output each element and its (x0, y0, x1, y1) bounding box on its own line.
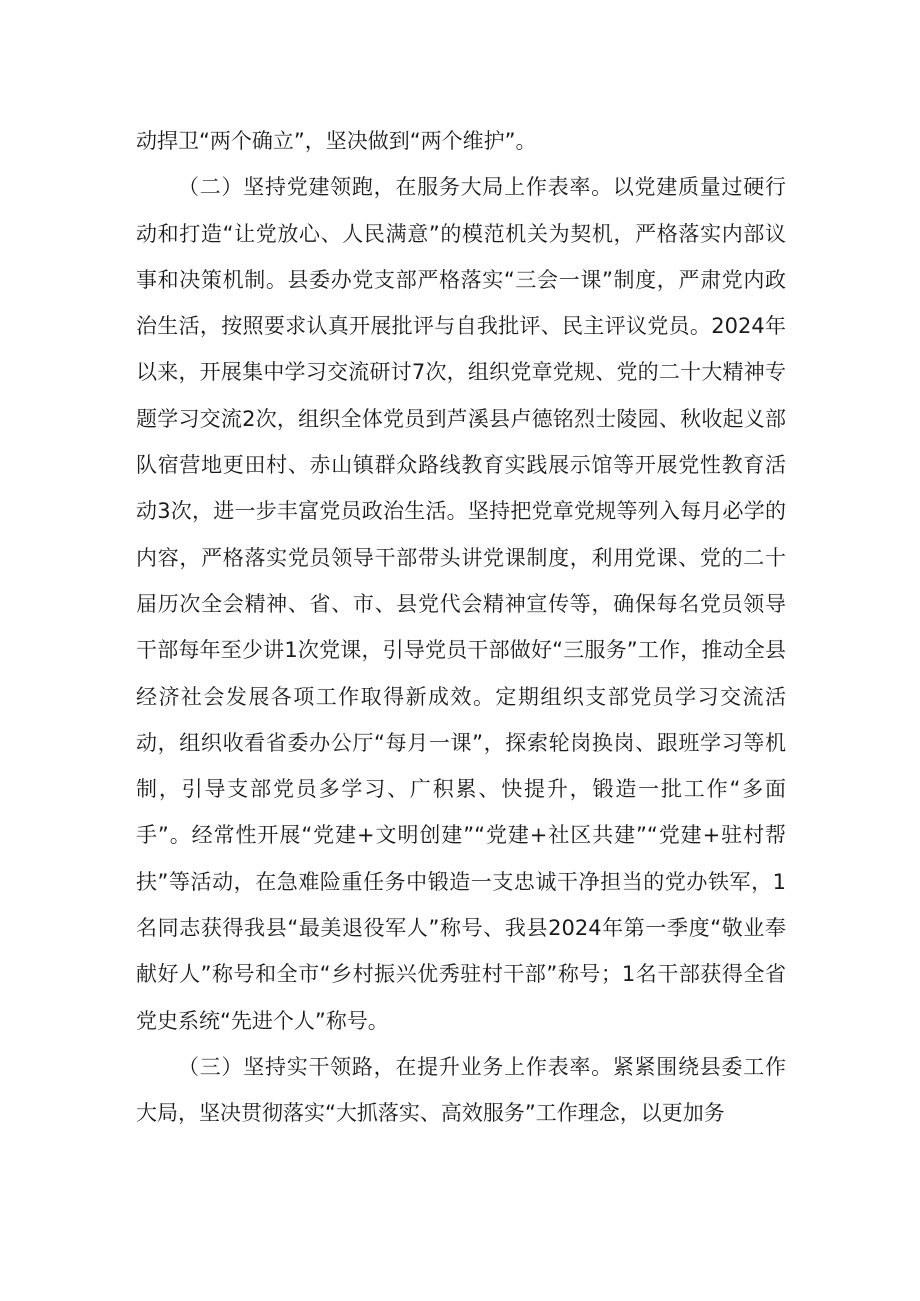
document-body (136, 118, 786, 1137)
paragraph-continuation: 动捍卫“两个确立”，坚决做到“两个维护”。 (136, 129, 537, 153)
paragraph-section-2: （二）坚持党建领跑，在服务大局上作表率。以党建质量过硬行动和打造“让党放心、人民满意”的模范机关为契机，严格落实内部议事和决策机制。县委办党支部严格落实“三会一课”制度，严肃党内政治生活，按照要求认真开展批评与自我批评、民主评议党员。2024年以来，开展集中学习交流研讨7次，组织党章党规、党的二十大精神专题学习交流2次，组织全体党员到芦溪县卢德铭烈士陵园、秋收起义部队宿营地更田村、赤山镇群众路线教育实践展示馆等开展党性教育活动3次，进一步丰富党员政治生活。坚持把党章党规等列入每月必学的内容，严格落实党员领导干部带头讲党课制度，利用党课、党的二十届历次全会精神、省、市、县党代会精神宣传等，确保每名党员领导干部每年至少讲1次党课，引导党员干部做好“三服务”工作，推动全县经济社会发展各项工作取得新成效。定期组织支部党员学习交流活动，组织收看省委办公厅“每月一课”，探索轮岗换岗、跟班学习等机制，引导支部党员多学习、广积累、快提升，锻造一批工作“多面手”。经常性开展“党建+文明创建”“党建+社区共建”“党建+驻村帮扶”等活动，在急难险重任务中锻造一支忠诚干净担当的党办铁军，1名同志获得我县“最美退役军人”称号、我县2024年第一季度“敬业奉献好人”称号和全市“乡村振兴优秀驻村干部”称号；1名干部获得全省党史系统“先进个人”称号。 (136, 175, 786, 1033)
paragraph-section-3: （三）坚持实干领路，在提升业务上作表率。紧紧围绕县委工作大局，坚决贯彻落实“大抓落实、高效服务”工作理念，以更加务 (136, 1054, 786, 1126)
